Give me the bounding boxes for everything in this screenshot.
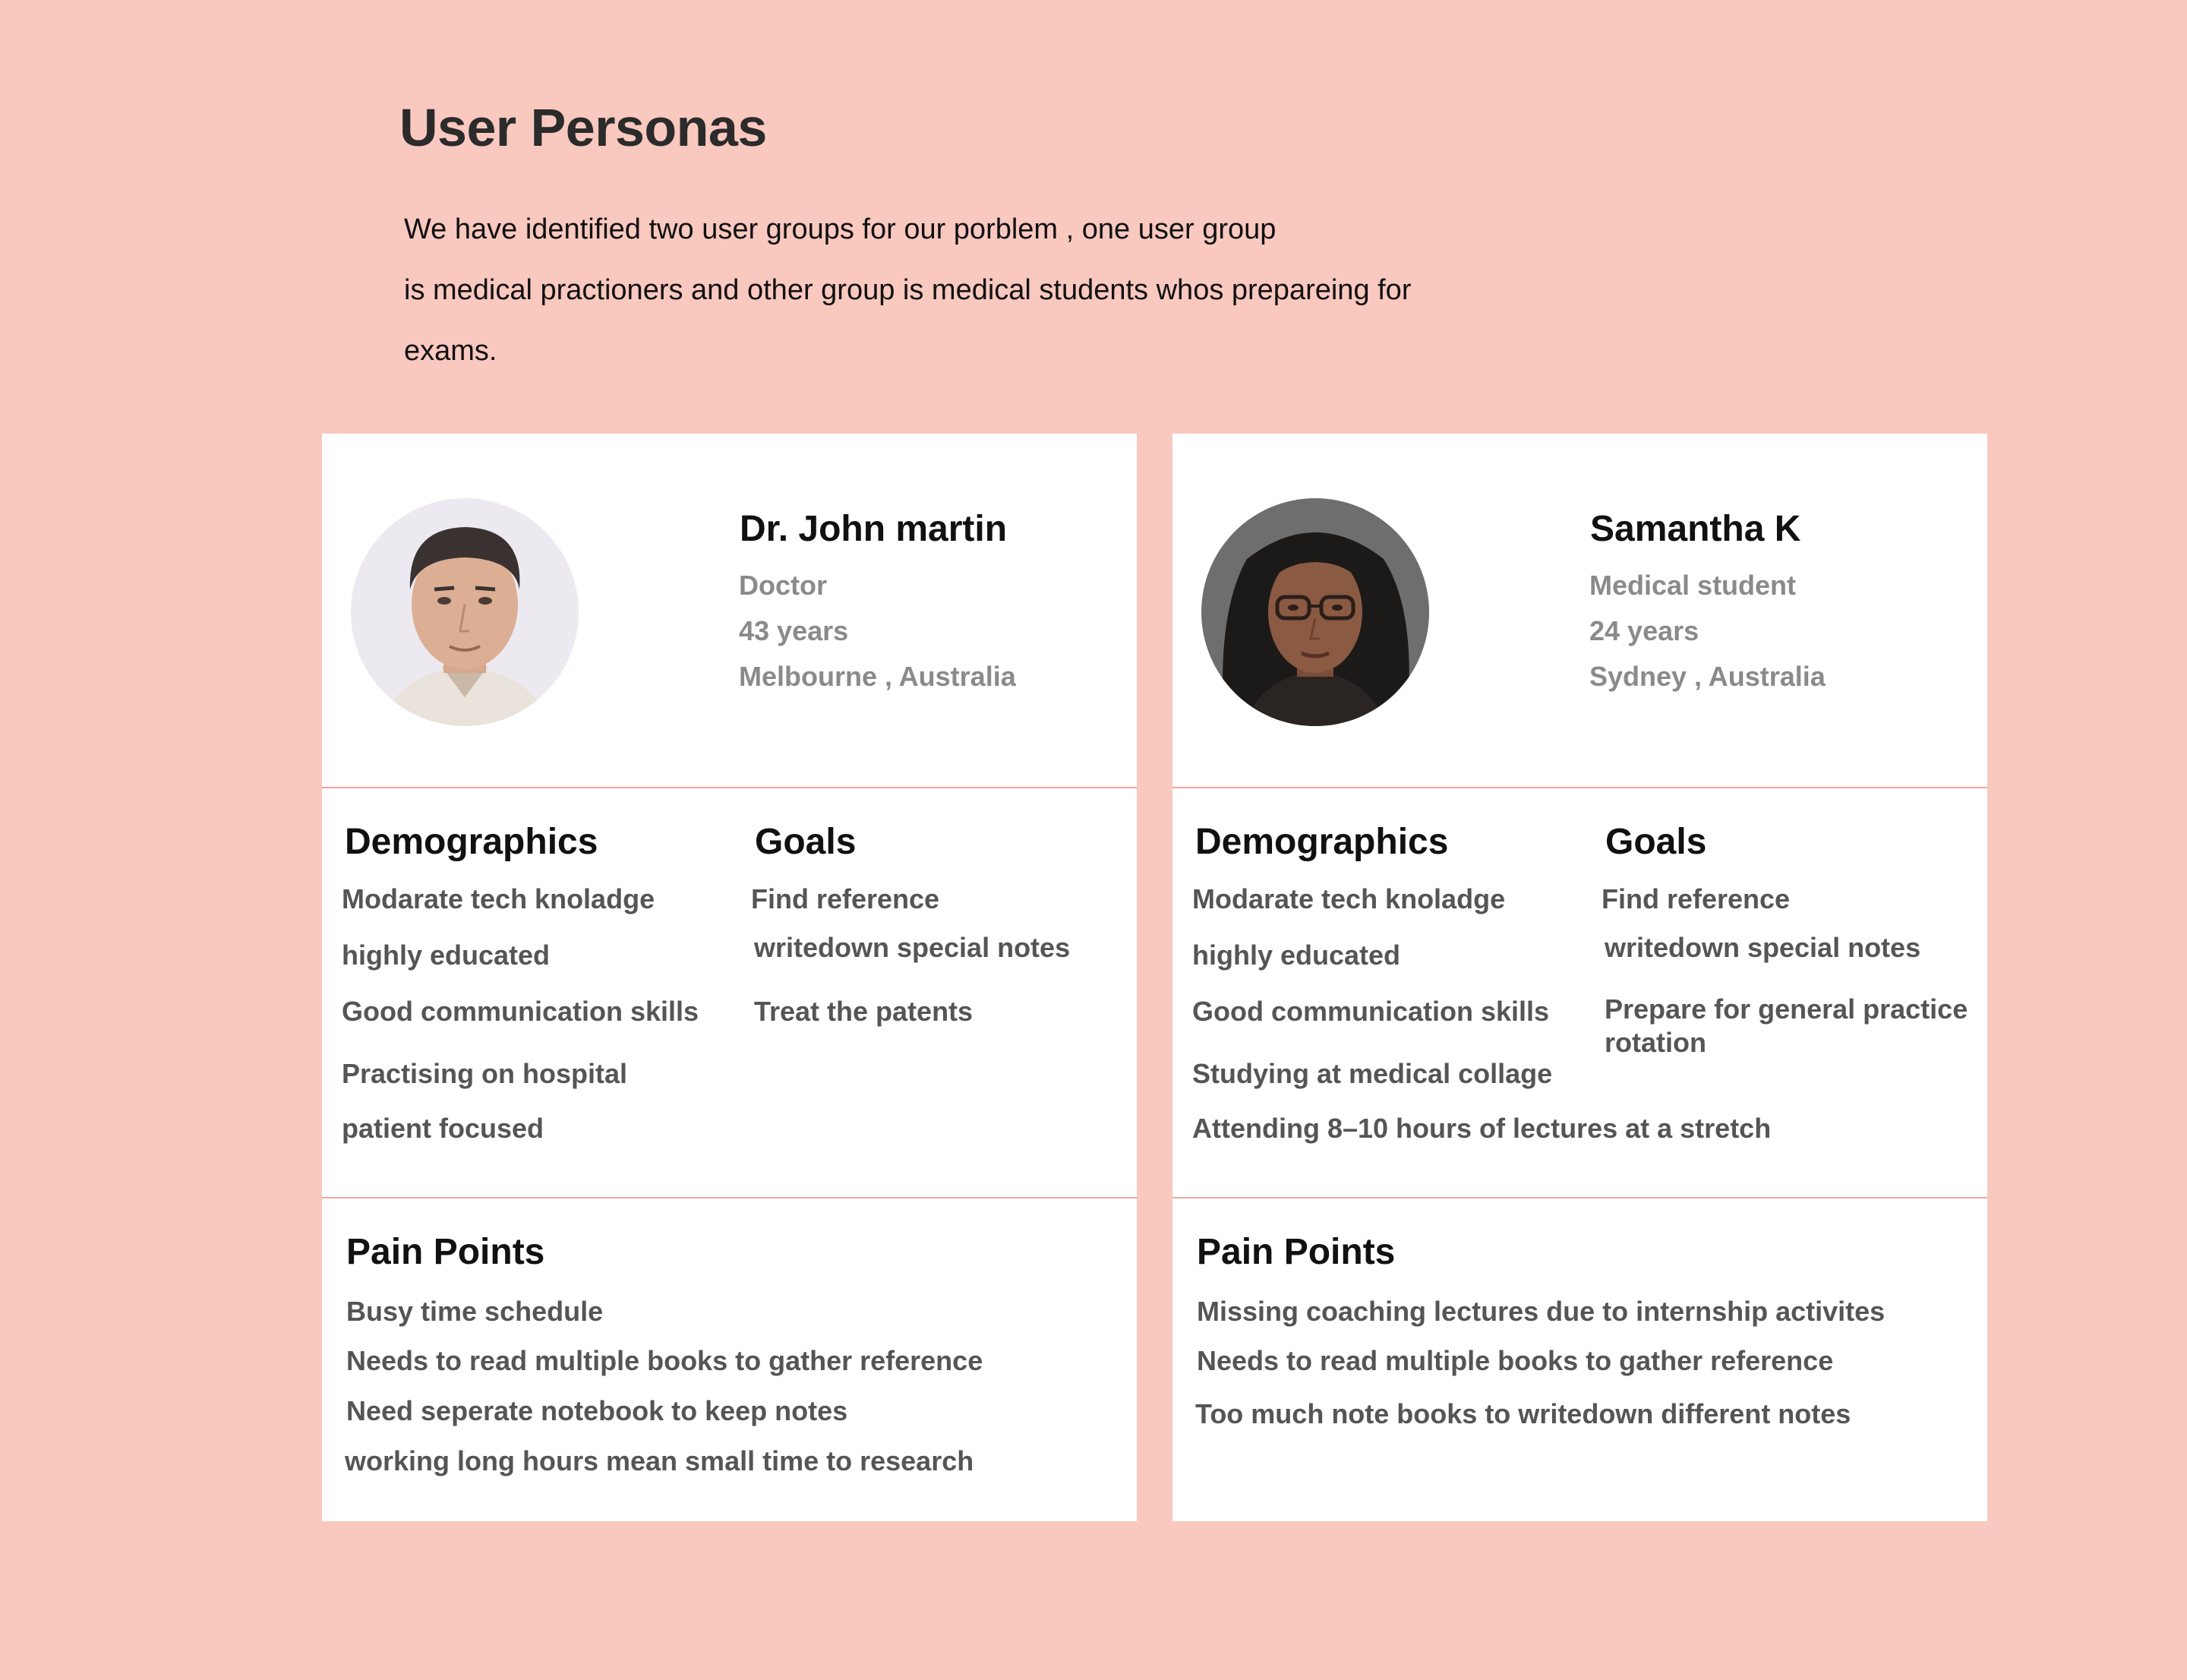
- demographic-item: Modarate tech knoladge: [342, 883, 655, 914]
- demographic-item: Studying at medical collage: [1192, 1058, 1553, 1089]
- persona-card-samantha: [1172, 434, 1987, 1521]
- demographic-item: highly educated: [1192, 939, 1401, 971]
- persona-role: Medical student: [1589, 570, 1797, 601]
- demographic-item: Good communication skills: [342, 996, 699, 1027]
- pain-point-item: Needs to read multiple books to gather reference: [1197, 1345, 1834, 1376]
- persona-age: 43 years: [739, 615, 849, 646]
- avatar-john: [351, 498, 579, 726]
- section-divider: [322, 1197, 1137, 1198]
- persona-name: Dr. John martin: [740, 509, 1008, 549]
- persona-location: Melbourne , Australia: [739, 661, 1016, 692]
- pain-point-item: Need seperate notebook to keep notes: [346, 1395, 848, 1426]
- pain-point-item: working long hours mean small time to research: [345, 1445, 974, 1476]
- page-title: User Personas: [399, 98, 767, 157]
- goals-heading: Goals: [755, 822, 857, 862]
- goals-heading: Goals: [1605, 822, 1707, 862]
- avatar-samantha: [1201, 498, 1429, 726]
- intro-paragraph: [404, 199, 1543, 381]
- goal-item: Prepare for general practice rotation: [1605, 993, 1968, 1058]
- pain-points-heading: Pain Points: [1197, 1232, 1396, 1272]
- intro-line: exams.: [404, 335, 497, 367]
- intro-line: We have identified two user groups for our porblem , one user group: [404, 213, 1277, 245]
- demographic-item: highly educated: [342, 939, 551, 971]
- persona-meta: [739, 563, 1016, 699]
- persona-location: Sydney , Australia: [1589, 661, 1826, 692]
- goal-item: Treat the patents: [754, 996, 974, 1027]
- persona-name: Samantha K: [1590, 509, 1801, 549]
- demographics-heading: Demographics: [1195, 822, 1449, 862]
- pain-point-item: Too much note books to writedown different notes: [1195, 1398, 1851, 1429]
- pain-point-item: Missing coaching lectures due to internship activites: [1197, 1296, 1886, 1327]
- demographic-item: Modarate tech knoladge: [1192, 883, 1506, 914]
- pain-point-item: Needs to read multiple books to gather reference: [346, 1345, 983, 1376]
- section-divider: [1172, 1197, 1987, 1198]
- goal-item: writedown special notes: [1605, 932, 1921, 963]
- pain-point-item: Busy time schedule: [346, 1296, 604, 1327]
- goal-item: writedown special notes: [754, 932, 1071, 963]
- demographic-item: Attending 8–10 hours of lectures at a stretch: [1192, 1113, 1772, 1144]
- persona-role: Doctor: [739, 570, 827, 601]
- persona-card-john: [322, 434, 1137, 1521]
- section-divider: [322, 787, 1137, 788]
- persona-meta: [1589, 563, 1826, 699]
- pain-points-heading: Pain Points: [346, 1232, 545, 1272]
- portrait-man-image: [351, 498, 579, 726]
- goal-item: Find reference: [751, 883, 940, 914]
- portrait-woman-image: [1201, 498, 1429, 726]
- intro-line: is medical practioners and other group is medical students whos prepareing for: [404, 274, 1412, 306]
- persona-age: 24 years: [1589, 615, 1699, 646]
- goal-item: Find reference: [1602, 883, 1791, 914]
- demographic-item: Practising on hospital: [342, 1058, 628, 1089]
- demographic-item: patient focused: [342, 1113, 544, 1144]
- demographics-heading: Demographics: [345, 822, 598, 862]
- section-divider: [1172, 787, 1987, 788]
- demographic-item: Good communication skills: [1192, 996, 1550, 1027]
